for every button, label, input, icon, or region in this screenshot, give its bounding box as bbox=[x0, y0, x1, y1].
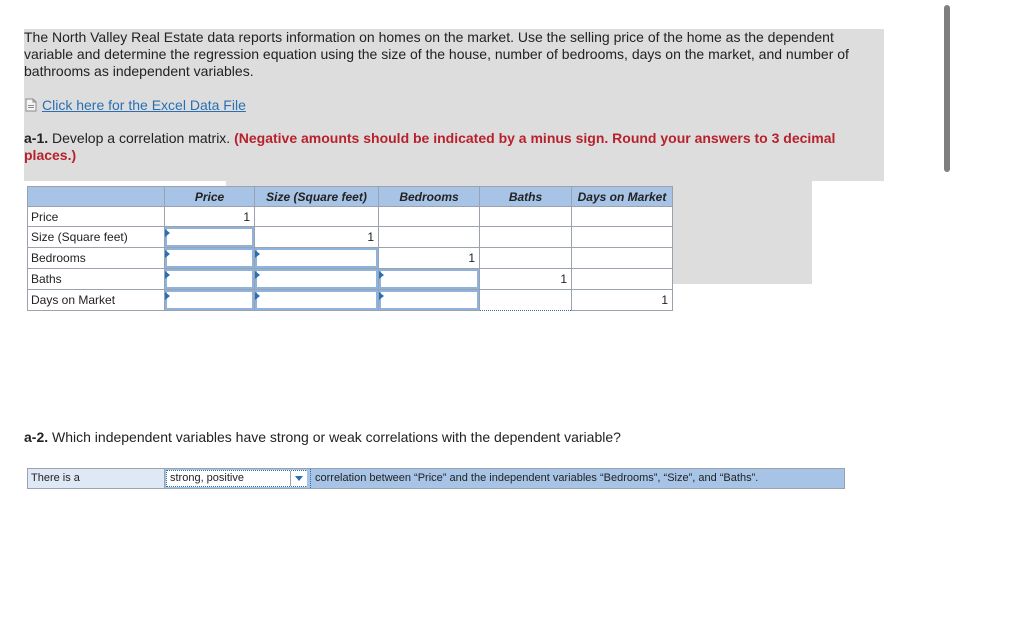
input-marker-icon bbox=[165, 292, 170, 300]
matrix-corner bbox=[28, 187, 165, 207]
cell-empty bbox=[480, 248, 572, 269]
correlation-type-select[interactable]: strong, positive bbox=[166, 470, 306, 487]
chevron-down-icon[interactable] bbox=[290, 471, 307, 486]
cell-size-price[interactable] bbox=[165, 227, 255, 248]
cell-days-size[interactable] bbox=[255, 290, 379, 311]
cell-empty bbox=[379, 227, 480, 248]
answer-row bbox=[27, 468, 845, 489]
cell-days-days: 1 bbox=[572, 290, 673, 311]
col-header-price: Price bbox=[165, 187, 255, 207]
vertical-scrollbar[interactable] bbox=[944, 5, 950, 172]
cell-empty bbox=[480, 227, 572, 248]
input-marker-icon bbox=[165, 229, 170, 237]
col-header-baths: Baths bbox=[480, 187, 572, 207]
cell-baths-baths: 1 bbox=[480, 269, 572, 290]
cell-bedrooms-price[interactable] bbox=[165, 248, 255, 269]
answer-suffix: correlation between “Price” and the independent variables “Bedrooms”, “Size”, and “Baths”. bbox=[310, 469, 758, 488]
input-days-price[interactable] bbox=[165, 290, 254, 310]
cell-empty bbox=[572, 207, 673, 227]
cell-empty bbox=[572, 269, 673, 290]
question-a2-text: Which independent variables have strong or weak correlations with the dependent variable? bbox=[48, 429, 621, 445]
excel-link-label[interactable]: Click here for the Excel Data File bbox=[42, 97, 246, 113]
cell-days-baths[interactable] bbox=[480, 290, 572, 311]
matrix-row-price bbox=[28, 207, 673, 227]
row-label-bedrooms: Bedrooms bbox=[28, 248, 165, 269]
correlation-matrix bbox=[27, 186, 673, 311]
cell-days-bedrooms[interactable] bbox=[379, 290, 480, 311]
matrix-row-bedrooms bbox=[28, 248, 673, 269]
cell-baths-price[interactable] bbox=[165, 269, 255, 290]
question-a1 bbox=[24, 130, 874, 164]
input-marker-icon bbox=[379, 292, 384, 300]
cell-empty bbox=[572, 227, 673, 248]
matrix-row-days bbox=[28, 290, 673, 311]
question-a2-label: a-2. bbox=[24, 429, 49, 445]
problem-statement: The North Valley Real Estate data reports information on homes on the market. Use the selling price of the home as the dependent variable and determine the regression equation using the size of the house, number of bedrooms, days on the market, and number of bathrooms as independent variables. bbox=[24, 29, 849, 79]
input-baths-bedrooms[interactable] bbox=[379, 269, 479, 289]
question-a1-label: a-1. bbox=[24, 130, 49, 146]
cell-baths-bedrooms[interactable] bbox=[379, 269, 480, 290]
excel-data-link[interactable] bbox=[24, 97, 246, 113]
question-a1-text: Develop a correlation matrix. bbox=[48, 130, 235, 146]
question-a1-instruction: (Negative amounts should be indicated by a minus sign. Round your answers to 3 decimal places.) bbox=[24, 130, 836, 163]
input-marker-icon bbox=[255, 250, 260, 258]
input-days-baths[interactable] bbox=[480, 290, 571, 310]
cell-baths-size[interactable] bbox=[255, 269, 379, 290]
matrix-header-row bbox=[28, 187, 673, 207]
row-label-baths: Baths bbox=[28, 269, 165, 290]
cell-empty bbox=[572, 248, 673, 269]
cell-empty bbox=[480, 207, 572, 227]
col-header-days: Days on Market bbox=[572, 187, 673, 207]
input-baths-price[interactable] bbox=[165, 269, 254, 289]
question-a2 bbox=[24, 429, 621, 445]
row-label-size: Size (Square feet) bbox=[28, 227, 165, 248]
input-marker-icon bbox=[165, 250, 170, 258]
answer-prefix: There is a bbox=[28, 469, 165, 488]
col-header-size: Size (Square feet) bbox=[255, 187, 379, 207]
col-header-bedrooms: Bedrooms bbox=[379, 187, 480, 207]
matrix-row-baths bbox=[28, 269, 673, 290]
matrix-row-size bbox=[28, 227, 673, 248]
input-marker-icon bbox=[165, 271, 170, 279]
input-days-bedrooms[interactable] bbox=[379, 290, 479, 310]
cell-size-size: 1 bbox=[255, 227, 379, 248]
cell-price-price: 1 bbox=[165, 207, 255, 227]
cell-empty bbox=[379, 207, 480, 227]
cell-bedrooms-size[interactable] bbox=[255, 248, 379, 269]
row-label-days: Days on Market bbox=[28, 290, 165, 311]
input-bedrooms-price[interactable] bbox=[165, 248, 254, 268]
input-baths-size[interactable] bbox=[255, 269, 378, 289]
cell-days-price[interactable] bbox=[165, 290, 255, 311]
input-size-price[interactable] bbox=[165, 227, 254, 247]
input-days-size[interactable] bbox=[255, 290, 378, 310]
input-marker-icon bbox=[255, 271, 260, 279]
excel-file-icon bbox=[24, 98, 38, 112]
row-label-price: Price bbox=[28, 207, 165, 227]
cell-empty bbox=[255, 207, 379, 227]
input-marker-icon bbox=[379, 271, 384, 279]
cell-bedrooms-bedrooms: 1 bbox=[379, 248, 480, 269]
input-bedrooms-size[interactable] bbox=[255, 248, 378, 268]
input-marker-icon bbox=[255, 292, 260, 300]
